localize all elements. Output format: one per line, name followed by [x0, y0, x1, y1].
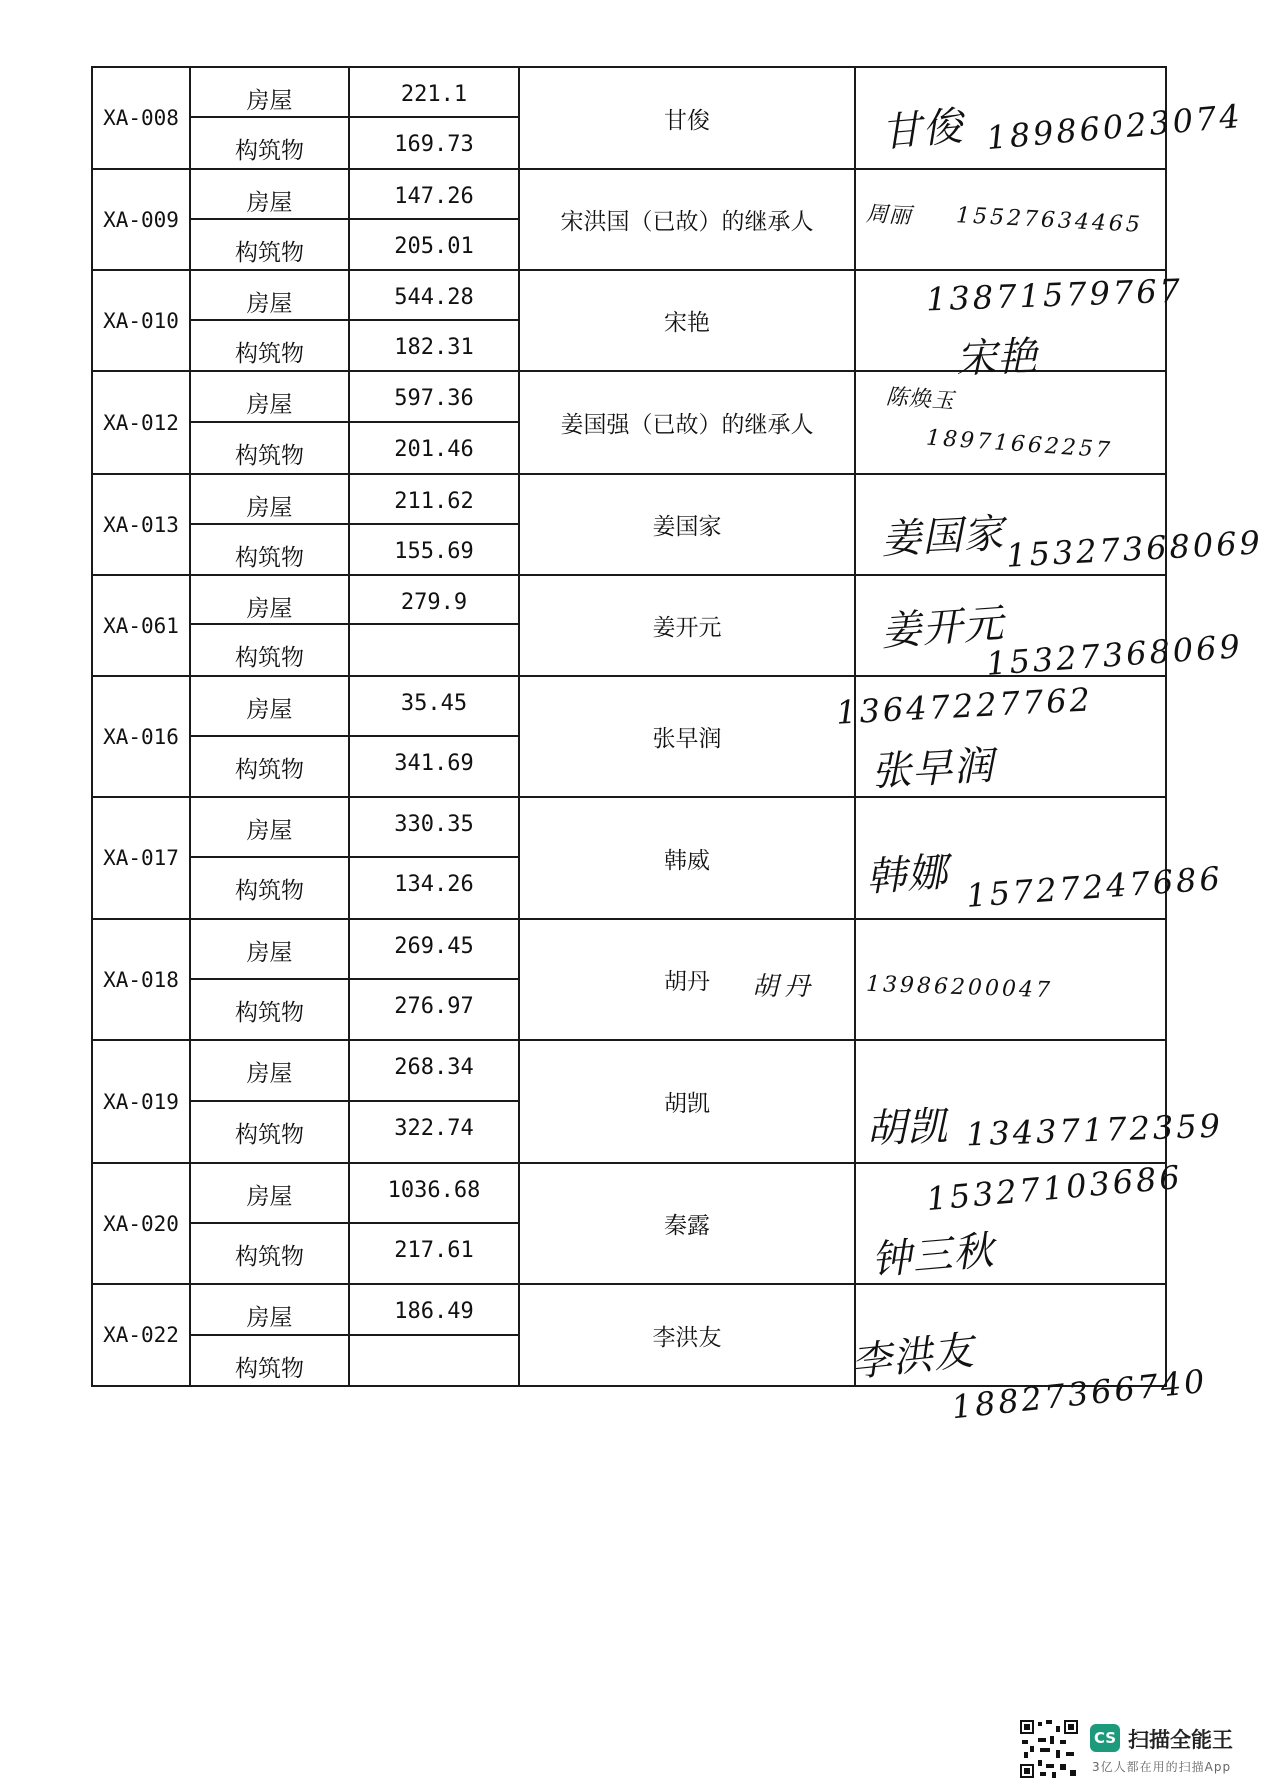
owner-text: 姜国强（已故）的继承人 — [560, 412, 814, 438]
structure-area: 182.31 — [349, 320, 519, 371]
signature-table — [91, 66, 1264, 1427]
signature-cell — [855, 575, 1244, 683]
parcel-id: XA-009 — [92, 169, 190, 270]
signature-phone: 15727247686 — [964, 859, 1224, 915]
signature-phone: 15327368069 — [1005, 523, 1264, 575]
structure-area: 201.46 — [349, 422, 519, 474]
house-area: 269.45 — [349, 919, 519, 979]
signature-cell — [855, 371, 1166, 474]
owner-text: 甘俊 — [664, 107, 710, 134]
signature-name: 陈焕玉 — [885, 384, 956, 415]
type-label: 房屋 — [190, 676, 349, 736]
house-area: 330.35 — [349, 797, 519, 857]
structure-area — [349, 1335, 519, 1386]
type-label: 房屋 — [190, 1163, 349, 1223]
table-row — [92, 676, 1166, 736]
type-label: 构筑物 — [190, 624, 349, 676]
signature-phone: 15327368069 — [984, 627, 1244, 683]
house-area: 597.36 — [349, 371, 519, 422]
owner-text: 胡丹 — [664, 969, 710, 995]
structure-area: 276.97 — [349, 979, 519, 1040]
type-label: 构筑物 — [190, 1101, 349, 1163]
house-area: 211.62 — [349, 474, 519, 524]
scanner-watermark — [1020, 1720, 1250, 1780]
type-label: 构筑物 — [190, 979, 349, 1040]
type-label: 房屋 — [190, 919, 349, 979]
type-label: 房屋 — [190, 270, 349, 320]
parcel-id: XA-018 — [92, 919, 190, 1040]
table-row — [92, 1040, 1166, 1101]
parcel-id: XA-008 — [92, 67, 190, 169]
house-area: 544.28 — [349, 270, 519, 320]
app-name: 扫描全能王 — [1128, 1728, 1233, 1752]
house-area: 279.9 — [349, 575, 519, 624]
type-label: 房屋 — [190, 1284, 349, 1335]
signature-name: 姜国家 — [880, 510, 1006, 564]
house-area: 268.34 — [349, 1040, 519, 1101]
parcel-id: XA-012 — [92, 371, 190, 474]
table-row — [92, 270, 1166, 320]
owner-name — [519, 575, 855, 676]
owner-name — [519, 1284, 855, 1386]
owner-name — [519, 67, 855, 169]
parcel-id: XA-061 — [92, 575, 190, 676]
signature-name: 胡凯 — [865, 1103, 949, 1153]
owner-text: 宋艳 — [664, 310, 710, 336]
owner-name — [519, 474, 855, 575]
signature-cell — [835, 676, 1166, 797]
signature-cell — [855, 169, 1166, 270]
owner-name — [519, 1040, 855, 1163]
structure-area: 169.73 — [349, 117, 519, 169]
table-row — [92, 67, 1166, 117]
table-row — [92, 797, 1166, 857]
qr-code-icon — [1020, 1720, 1078, 1778]
table-row — [92, 919, 1166, 979]
signature-name: 周丽 — [865, 201, 913, 230]
signature-cell — [855, 1040, 1224, 1163]
owner-text: 韩威 — [664, 847, 710, 874]
structure-area: 134.26 — [349, 857, 519, 919]
owner-name — [519, 676, 855, 797]
parcel-id: XA-010 — [92, 270, 190, 371]
parcel-id: XA-017 — [92, 797, 190, 919]
signature-name: 宋艳 — [955, 333, 1039, 383]
signature-phone: 13647227762 — [835, 680, 1094, 732]
table-row — [92, 371, 1166, 422]
table-row — [92, 1284, 1166, 1335]
owner-text: 姜开元 — [652, 615, 722, 641]
signature-phone: 13986200047 — [865, 971, 1054, 1004]
house-area: 35.45 — [349, 676, 519, 736]
house-area: 1036.68 — [349, 1163, 519, 1223]
signature-name: 甘俊 — [879, 103, 966, 157]
owner-name — [519, 270, 855, 371]
signature-phone: 15327103686 — [924, 1157, 1185, 1219]
house-area: 147.26 — [349, 169, 519, 219]
owner-text: 秦露 — [664, 1213, 710, 1239]
owner-name — [519, 1163, 855, 1284]
type-label: 房屋 — [190, 1040, 349, 1101]
owner-text: 胡凯 — [664, 1091, 710, 1117]
house-area: 186.49 — [349, 1284, 519, 1335]
structure-area: 205.01 — [349, 219, 519, 270]
signature-cell — [849, 1284, 1210, 1427]
house-area: 221.1 — [349, 67, 519, 117]
type-label: 构筑物 — [190, 320, 349, 371]
owner-text: 李洪友 — [652, 1324, 722, 1351]
type-label: 构筑物 — [190, 857, 349, 919]
signature-name: 姜开元 — [879, 600, 1006, 656]
parcel-id: XA-019 — [92, 1040, 190, 1163]
app-tagline: 3亿人都在用的扫描App — [1092, 1760, 1232, 1774]
type-label: 房屋 — [190, 169, 349, 219]
structure-area: 155.69 — [349, 524, 519, 575]
signature-phone: 18827366740 — [949, 1361, 1210, 1427]
table-row — [92, 474, 1166, 524]
type-label: 构筑物 — [190, 1335, 349, 1386]
signature-phone: 18986023074 — [984, 96, 1245, 158]
owner-text: 宋洪国（已故）的继承人 — [560, 209, 814, 235]
parcel-id: XA-013 — [92, 474, 190, 575]
parcel-id: XA-020 — [92, 1163, 190, 1284]
cs-logo-icon: CS — [1090, 1724, 1120, 1752]
type-label: 房屋 — [190, 575, 349, 624]
owner-text: 张早润 — [652, 726, 722, 752]
type-label: 构筑物 — [190, 524, 349, 575]
signature-name: 张早润 — [870, 742, 996, 796]
table-row — [92, 169, 1166, 219]
signature-cell — [855, 1157, 1185, 1285]
type-label: 构筑物 — [190, 219, 349, 270]
signature-cell — [855, 270, 1184, 383]
table-row — [92, 1163, 1166, 1223]
signature-phone: 13437172359 — [965, 1106, 1224, 1154]
owner-name — [519, 797, 855, 919]
owner-handwritten: 胡丹 — [752, 972, 817, 1002]
signature-cell — [855, 474, 1264, 575]
type-label: 房屋 — [190, 371, 349, 422]
owner-text: 姜国家 — [652, 514, 722, 540]
signature-name: 李洪友 — [849, 1327, 977, 1387]
structure-area: 322.74 — [349, 1101, 519, 1163]
owner-name — [519, 919, 855, 1040]
structure-area: 341.69 — [349, 736, 519, 797]
signature-cell — [855, 67, 1245, 169]
signature-cell — [855, 797, 1224, 919]
type-label: 房屋 — [190, 797, 349, 857]
owner-name — [519, 169, 855, 270]
type-label: 构筑物 — [190, 422, 349, 474]
signature-phone: 13871579767 — [925, 271, 1184, 319]
owner-name — [519, 371, 855, 474]
type-label: 构筑物 — [190, 117, 349, 169]
type-label: 房屋 — [190, 474, 349, 524]
parcel-id: XA-016 — [92, 676, 190, 797]
table-row — [92, 575, 1166, 624]
type-label: 房屋 — [190, 67, 349, 117]
structure-area — [349, 624, 519, 676]
signature-phone: 15527634465 — [955, 203, 1144, 238]
signature-name: 钟三秋 — [869, 1227, 997, 1285]
signature-cell — [855, 919, 1166, 1040]
type-label: 构筑物 — [190, 736, 349, 797]
structure-area: 217.61 — [349, 1223, 519, 1284]
signature-phone: 18971662257 — [925, 425, 1114, 464]
type-label: 构筑物 — [190, 1223, 349, 1284]
signature-name: 韩娜 — [864, 849, 950, 901]
parcel-id: XA-022 — [92, 1284, 190, 1386]
